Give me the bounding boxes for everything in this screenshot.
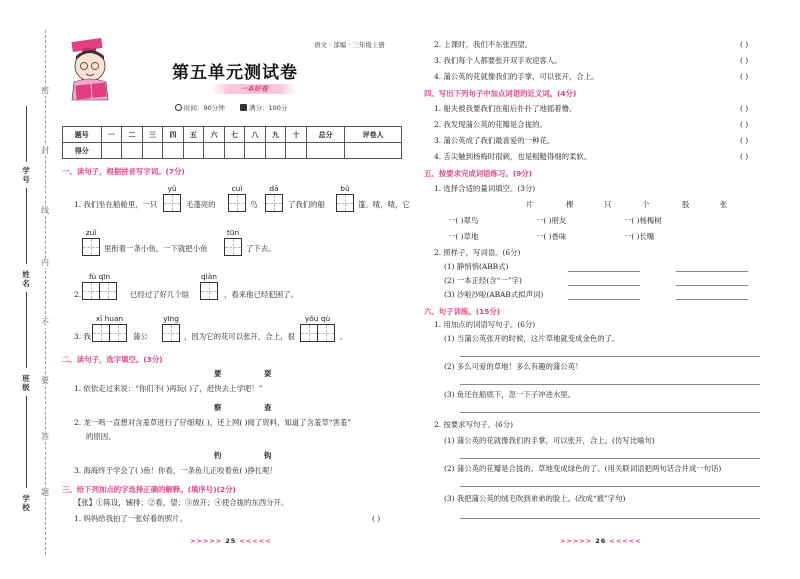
page-title: 第五单元测试卷 (172, 63, 298, 83)
score-input-cell[interactable] (183, 143, 204, 159)
pinyin-box-fuqin[interactable]: fù qīn (82, 272, 117, 300)
score-input-cell[interactable] (286, 143, 307, 159)
choice-pair-3: 钓 钩 (214, 451, 292, 460)
s1-q1-text: 鸟 (250, 200, 258, 209)
choice-pair-2: 察 查 (214, 403, 292, 412)
s1-q2-text: ，看来他已经犯困了。 (224, 290, 298, 299)
seal-char: 内 (41, 258, 49, 267)
answer-paren[interactable]: ( ) (372, 514, 381, 523)
score-table (62, 126, 402, 159)
page-footer-right: >>>>> 26 <<<<< (560, 537, 642, 545)
seal-char: 封 (41, 146, 49, 155)
s1-q3-text: 3. 我 (74, 332, 91, 341)
score-input-cell[interactable] (163, 143, 184, 159)
s1-q1-text: 了下去。 (246, 244, 276, 253)
s1-q1-text: 里衔着一条小鱼，一下就把小鱼 (104, 244, 208, 253)
score-table-score-row (63, 143, 402, 159)
class-line[interactable] (26, 292, 27, 368)
score-cell: 评卷人 (345, 127, 402, 143)
name-line[interactable] (26, 188, 27, 264)
score-cell: 九 (265, 127, 286, 143)
mw-item[interactable]: 一( )翠鸟 (448, 216, 479, 225)
score-input-cell[interactable] (345, 143, 402, 159)
seal-char: 要 (41, 376, 49, 385)
brand-banner: 一本好卷 (212, 84, 296, 94)
s4-q2: 2. 我发现蒲公英的花瓣是合拢的。 (434, 120, 547, 129)
s1-q1-text: 毛蓬亮的 (186, 200, 216, 209)
measure-word: 股 (682, 200, 690, 209)
score-cell: 一 (101, 127, 122, 143)
mw-item[interactable]: 一( )杨梅树 (624, 216, 662, 225)
score-cell: 总分 (306, 127, 345, 143)
student-id-label: 学号 (22, 166, 30, 184)
time-info (175, 103, 225, 112)
s2-q1: 1. 依依走过来说：“你们不( )再玩( )了，赶快去上学吧！” (74, 384, 263, 393)
section-3-title: 三、给下列加点的字选择正确的解释。(填序号)(2分) (62, 485, 236, 494)
s5-q2-item: (3) 沙啦沙啦(ABAB式拟声词) (444, 290, 544, 299)
score-input-cell[interactable] (245, 143, 266, 159)
student-id-line[interactable] (26, 106, 27, 162)
s5-q1: 1. 选择合适的量词填空。(3分) (434, 184, 536, 193)
r-q4: 4. 蒲公英的花就像我们的手掌，可以张开，合上。 (434, 72, 599, 81)
pinyin-box-yu[interactable]: yǔ (163, 184, 181, 212)
section-2-title: 二、读句子，选字填空。(3分) (62, 355, 163, 364)
s6-q1-item: (1) 当蒲公英张开的时候，这片草地就变成金色的了。 (444, 334, 620, 343)
page-number: 25 (225, 537, 237, 545)
seal-char: 题 (41, 488, 49, 497)
score-input-cell[interactable] (306, 143, 345, 159)
seal-char: 密 (41, 86, 49, 95)
s2-q2b: 的原因。 (86, 432, 116, 441)
s1-q1-text: 1. 我们坐在船舱里，一只 (74, 200, 158, 209)
pinyin-box-zui[interactable]: zuǐ (82, 228, 100, 256)
score-cell: 四 (163, 127, 184, 143)
score-input-cell[interactable] (265, 143, 286, 159)
mw-item[interactable]: 一( )长嘴 (624, 232, 655, 241)
score-cell: 八 (245, 127, 266, 143)
answer-line[interactable] (460, 486, 760, 487)
answer-paren[interactable]: ( ) (740, 40, 749, 49)
s6-q2: 2. 按要求写句子。(6分) (434, 420, 513, 429)
s4-q1: 1. 船夫被我要我们在船后扑扑了地摇着橹。 (434, 104, 577, 113)
clock-icon (175, 104, 182, 111)
score-row-label: 得分 (63, 143, 102, 159)
time-text: 时间：90分钟 (184, 104, 225, 112)
score-table-header-row (63, 127, 402, 143)
pinyin-box-tun[interactable]: tūn (224, 228, 242, 256)
class-label: 班级 (22, 374, 30, 392)
answer-line[interactable] (568, 271, 640, 272)
r-q3: 3. 我们每个人都要张开双手欢迎客人。 (434, 56, 562, 65)
pinyin-box-da[interactable]: dā (265, 184, 283, 212)
section-1-title: 一、读句子，根据拼音写字词。(7分) (62, 167, 185, 176)
s5-q2-item: (2) 一本正经(含“一”字) (444, 276, 522, 285)
section-4-title: 四、写出下列句子中加点词语的近义词。(4分) (424, 89, 577, 98)
score-input-cell[interactable] (204, 143, 225, 159)
answer-line[interactable] (460, 518, 760, 519)
s3-definition: 【张】①陈设，铺排；②看，望；③放开；④使合拢的东西分开。 (74, 498, 289, 507)
answer-line[interactable] (676, 285, 748, 286)
answer-line[interactable] (460, 384, 760, 385)
measure-word: 个 (642, 200, 650, 209)
s1-q3-text: 。 (340, 332, 348, 341)
measure-word: 片 (526, 200, 534, 209)
s1-q1-text: 篷。喳，喳，它 (358, 200, 410, 209)
s6-q2-item: (2) 蒲公英的花瓣是合拢的。草地变成绿色的了。(用关联词语把两句话合并成一句话) (444, 464, 722, 473)
score-input-cell[interactable] (142, 143, 163, 159)
score-cell: 五 (183, 127, 204, 143)
s6-q1-item: (3) 鱼还在船底下，忽一下子冲进水里。 (444, 390, 576, 399)
s4-q3: 3. 蒲公英成了我们最喜爱的一种花。 (434, 136, 555, 145)
answer-paren[interactable]: ( ) (740, 56, 749, 65)
choice-pair-1: 要 耍 (214, 369, 292, 378)
mw-item[interactable]: 一( )香味 (536, 232, 567, 241)
seal-char: 答 (41, 432, 49, 441)
mw-item[interactable]: 一( )朋友 (536, 216, 567, 225)
score-text: 满分：100分 (249, 104, 288, 112)
answer-line[interactable] (460, 356, 760, 357)
seal-char: 线 (41, 206, 49, 215)
s6-q2-item: (3) 我把蒲公英的绒毛吹到弟弟的脸上。(改成“被”字句) (444, 494, 626, 503)
measure-word: 张 (720, 200, 728, 209)
score-cell: 题号 (63, 127, 102, 143)
s6-q1-item: (2) 多么可爱的草地！多么有趣的蒲公英！ (444, 362, 583, 371)
score-input-cell[interactable] (122, 143, 143, 159)
answer-line[interactable] (676, 299, 748, 300)
answer-line[interactable] (676, 271, 748, 272)
answer-line[interactable] (568, 285, 640, 286)
score-cell: 十 (286, 127, 307, 143)
name-label: 姓名 (22, 270, 30, 288)
pinyin-box-bu[interactable]: bǔ (336, 184, 354, 212)
answer-paren[interactable]: ( ) (740, 120, 749, 129)
answer-line[interactable] (460, 412, 760, 413)
score-cell: 七 (224, 127, 245, 143)
score-cell: 六 (204, 127, 225, 143)
page-number: 26 (595, 537, 607, 545)
score-cell: 二 (122, 127, 143, 143)
s6-q1: 1. 用加点的词语写句子。(6分) (434, 320, 536, 329)
r-q2: 2. 上课时，我们不东张西望。 (434, 40, 533, 49)
s1-q3-text: 蒲公 (133, 332, 148, 341)
fold-line (45, 30, 46, 555)
page-footer-left: >>>>> 25 <<<<< (190, 537, 272, 545)
score-cell: 三 (142, 127, 163, 143)
s1-q2-text: 2. (74, 290, 82, 299)
measure-word: 只 (604, 200, 612, 209)
score-info (240, 103, 287, 112)
pinyin-box-xihuan[interactable]: xǐ huan (92, 314, 127, 342)
s1-q1-text: 了我们的船 (288, 200, 325, 209)
s6-q2-item: (1) 蒲公英的花就像我们的手掌，可以张开，合上。(仿写比喻句) (444, 436, 655, 445)
pinyin-box-cui[interactable]: cuì (228, 184, 246, 212)
section-5-title: 五、按要求完成词语练习。(9分) (424, 169, 532, 178)
answer-paren[interactable]: ( ) (740, 136, 749, 145)
s4-q4: 4. 舌尖触到杨梅时很刺，也是粗糙得细的柔软。 (434, 152, 592, 161)
answer-line[interactable] (460, 458, 760, 459)
answer-line[interactable] (568, 299, 640, 300)
s2-q2a: 2. 龙一鸣一直想对含羞草进行了仔细观( )，还上网( )阅了资料，知道了含羞草“害羞” (74, 418, 352, 427)
section-6-title: 六、句子训练。(15分) (424, 307, 501, 316)
mascot-illustration (62, 36, 126, 102)
pinyin-box-ying[interactable]: yīng (162, 314, 180, 342)
answer-paren[interactable]: ( ) (740, 72, 749, 81)
s1-q3-text: ，因为它的花可以张开，合上，很 (184, 332, 295, 341)
pinyin-box-youqu[interactable]: yǒu qù (300, 314, 335, 342)
score-input-cell[interactable] (101, 143, 122, 159)
s3-q1: 1. 妈妈给我拍了一张好看的照片。 (74, 514, 187, 523)
check-icon (240, 104, 247, 111)
mw-item[interactable]: 一( )草地 (448, 232, 479, 241)
school-line[interactable] (26, 396, 27, 488)
school-label: 学校 (22, 494, 30, 512)
s5-q2: 2. 照样子，写词语。(6分) (434, 248, 521, 257)
binding-margin (0, 0, 58, 579)
seal-char: 不 (41, 318, 49, 327)
answer-paren[interactable]: ( ) (740, 152, 749, 161)
s2-q3: 3. 海海终于学会了( )鱼！你看，一条鱼儿正咬着鱼( )挣扎呢！ (74, 466, 278, 475)
pinyin-box-qian[interactable]: qiàn (200, 272, 218, 300)
subject-label: 语文 · 部编 · 三年级上册 (314, 41, 385, 49)
answer-paren[interactable]: ( ) (740, 104, 749, 113)
score-input-cell[interactable] (224, 143, 245, 159)
s5-q2-item: (1) 静悄悄(ABB式) (444, 262, 509, 271)
s1-q2-text: 已经过了好几个晗 (130, 290, 190, 299)
measure-word: 棵 (566, 200, 574, 209)
